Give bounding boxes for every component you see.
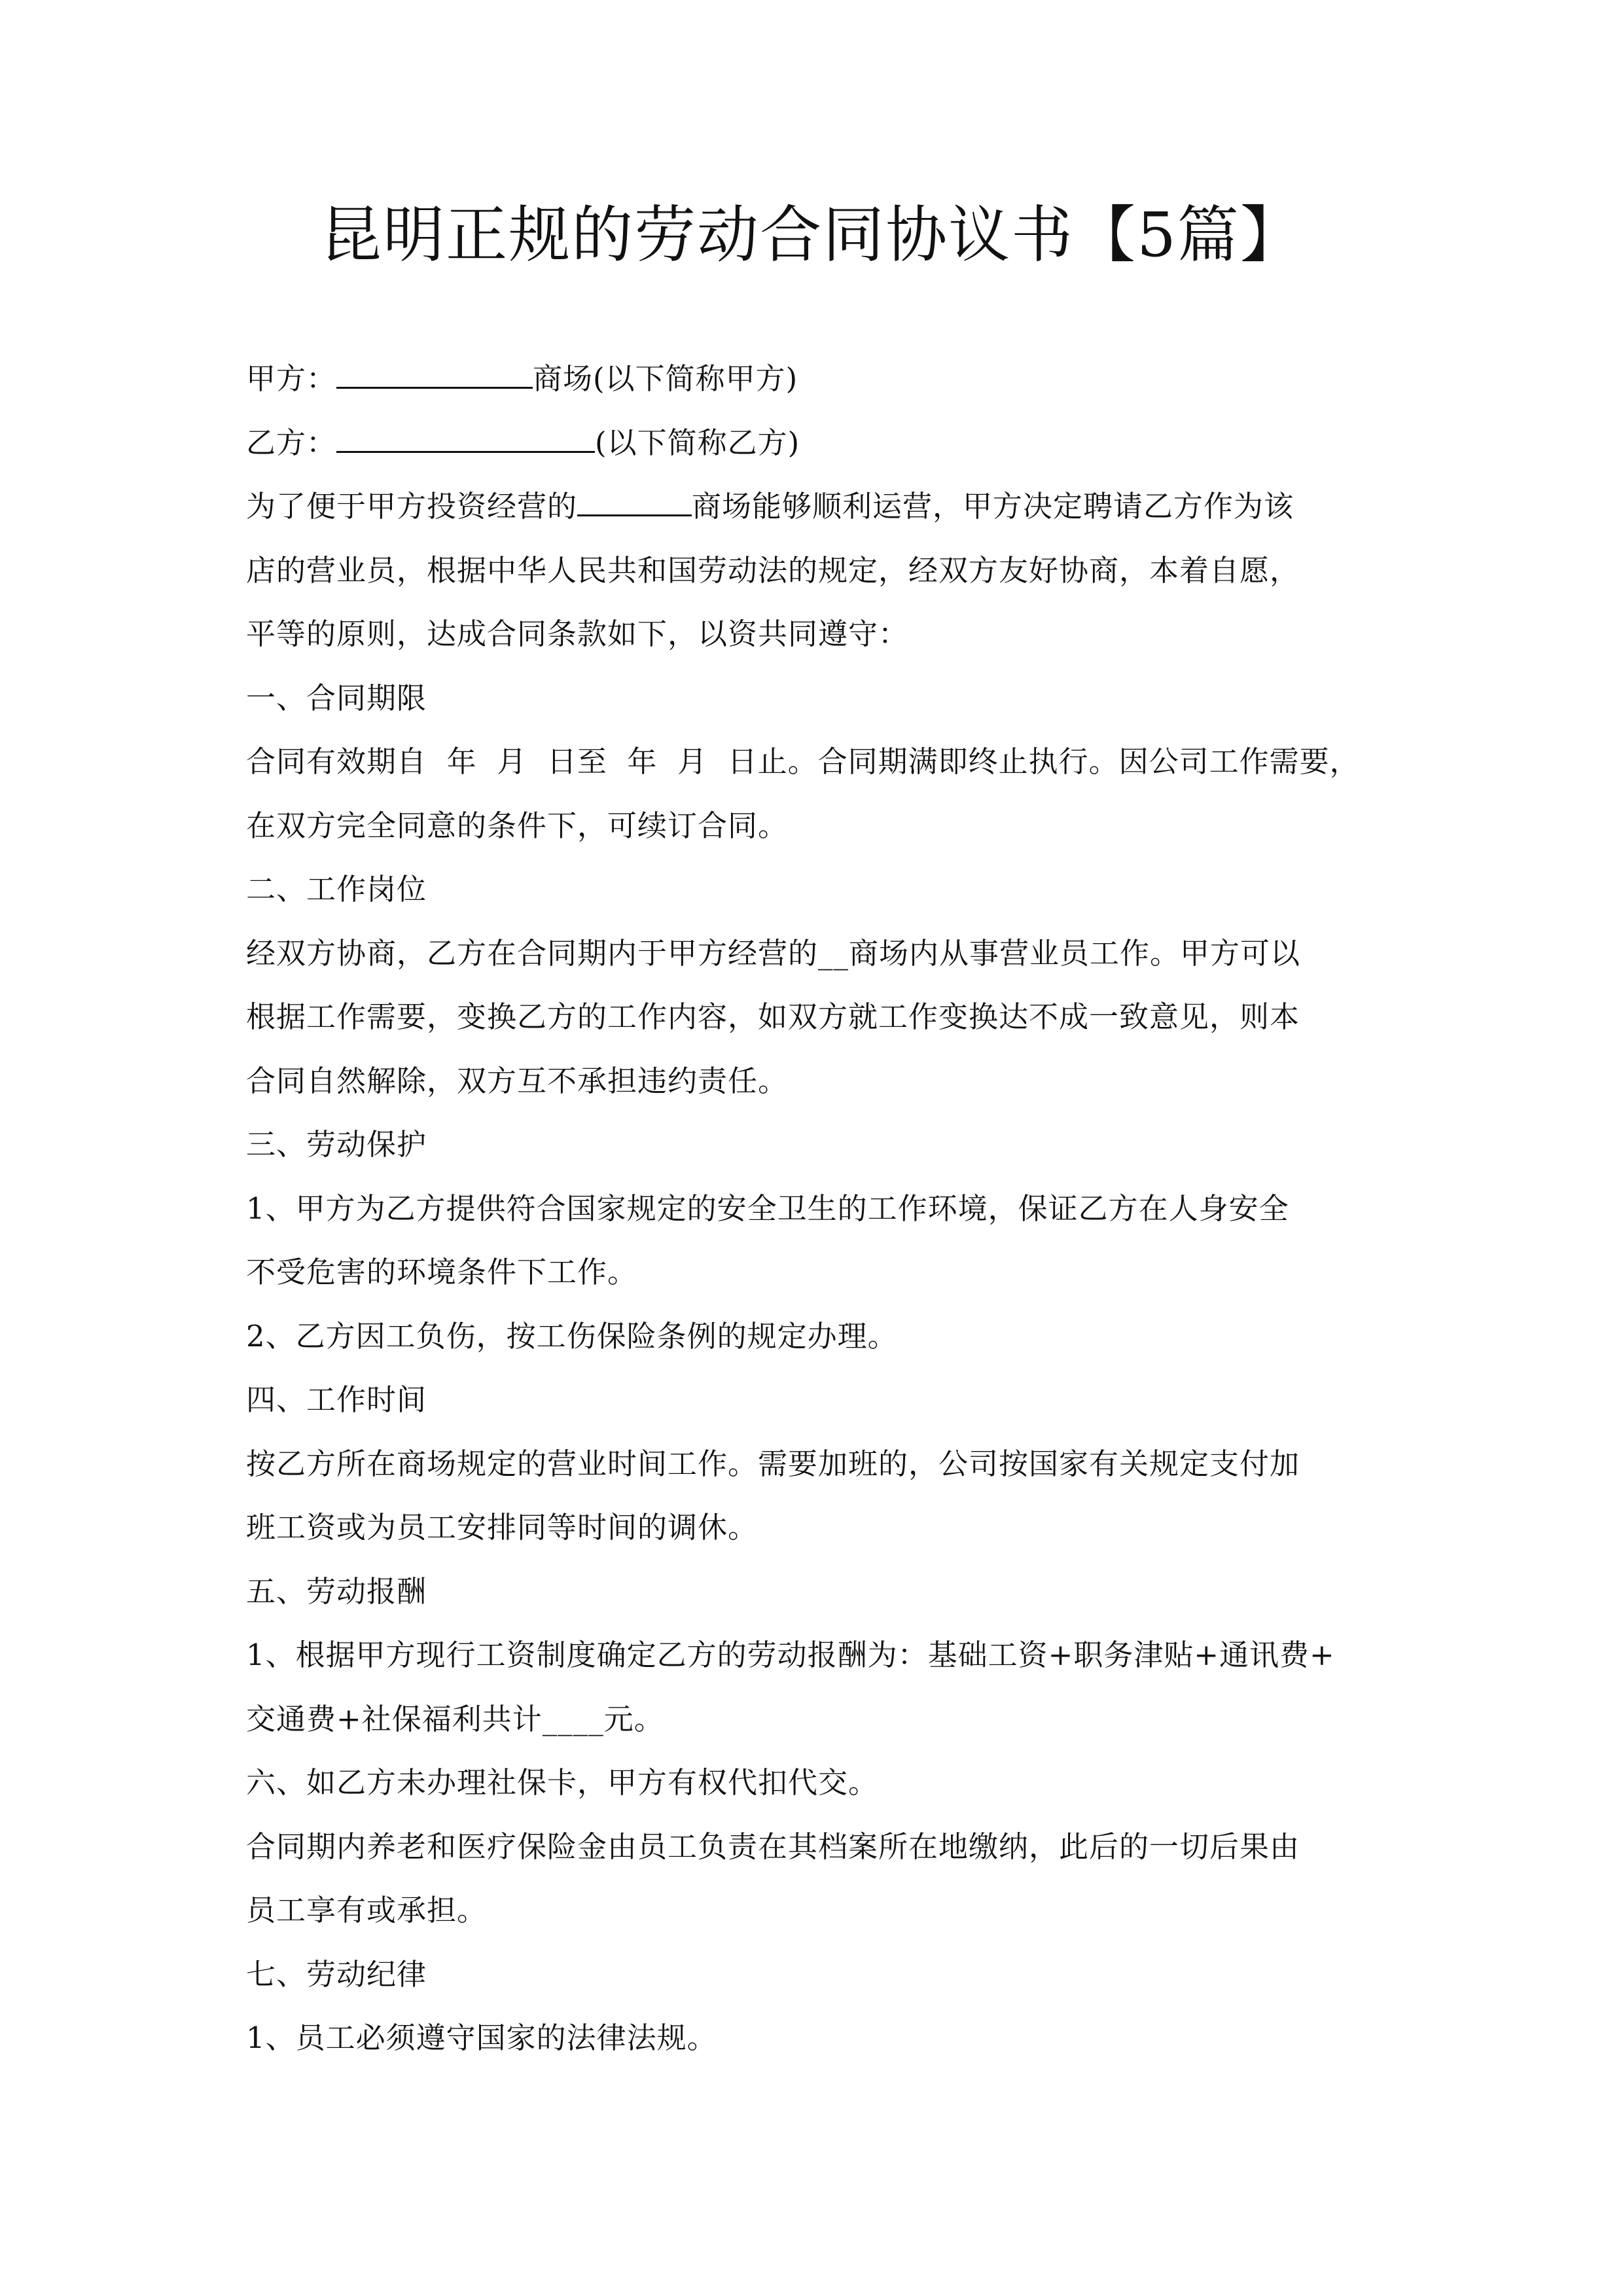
section-text-line: 合同自然解除，双方互不承担违约责任。: [246, 1063, 789, 1098]
party-b-line: [246, 411, 1398, 475]
section-text-line: 合同有效期自 年 月 日至 年 月 日止。合同期满即终止执行。因公司工作需要，: [246, 744, 1360, 779]
intro-line-2: 店的营业员，根据中华人民共和国劳动法的规定，经双方友好协商，本着自愿，: [246, 552, 1300, 588]
section-heading: 一、合同期限: [246, 680, 427, 715]
party-b-blank: [336, 425, 595, 453]
party-a-blank: [336, 361, 533, 389]
party-a-suffix: 商场(以下简称甲方): [533, 361, 798, 396]
intro-blank: [577, 488, 692, 516]
document-body: [246, 347, 1398, 2070]
section-heading: 五、劳动报酬: [246, 1573, 427, 1609]
section-heading: 三、劳动保护: [246, 1127, 427, 1162]
section-text-line: 根据工作需要，变换乙方的工作内容，如双方就工作变换达不成一致意见，则本: [246, 999, 1300, 1034]
section-text-line: 合同期内养老和医疗保险金由员工负责在其档案所在地缴纳，此后的一切后果由: [246, 1829, 1300, 1864]
intro-line-1-suffix: 商场能够顺利运营，甲方决定聘请乙方作为该: [692, 489, 1294, 524]
section-text-line: 班工资或为员工安排同等时间的调休。: [246, 1510, 758, 1545]
section-heading: 六、如乙方未办理社保卡，甲方有权代扣代交。: [246, 1765, 879, 1800]
section-text-line: 员工享有或承担。: [246, 1893, 488, 1928]
section-text-line: 经双方协商，乙方在合同期内于甲方经营的__商场内从事营业员工作。甲方可以: [246, 935, 1301, 971]
section-text-line: 1、员工必须遵守国家的法律法规。: [246, 2020, 717, 2055]
intro-line-3: 平等的原则，达成合同条款如下，以资共同遵守：: [246, 617, 909, 651]
section-text-line: 不受危害的环境条件下工作。: [246, 1255, 638, 1289]
party-b-label: 乙方：: [246, 425, 337, 460]
section-text-line: 交通费+社保福利共计____元。: [246, 1701, 664, 1736]
section-heading: 四、工作时间: [246, 1382, 427, 1417]
intro-line-1: [246, 475, 1398, 539]
party-a-label: 甲方：: [246, 361, 337, 396]
document-title: 昆明正规的劳动合同协议书【5篇】: [320, 200, 1303, 271]
section-text-line: 1、根据甲方现行工资制度确定乙方的劳动报酬为：基础工资+职务津贴+通讯费+: [246, 1638, 1335, 1672]
section-heading: 七、劳动纪律: [246, 1956, 427, 1992]
party-b-suffix: (以下简称乙方): [595, 425, 800, 460]
intro-line-1-prefix: 为了便于甲方投资经营的: [246, 489, 578, 524]
section-text-line: 按乙方所在商场规定的营业时间工作。需要加班的，公司按国家有关规定支付加: [246, 1446, 1300, 1481]
party-a-line: [246, 347, 1398, 411]
section-text-line: 在双方完全同意的条件下，可续订合同。: [246, 808, 789, 843]
section-text-line: 1、甲方为乙方提供符合国家规定的安全卫生的工作环境，保证乙方在人身安全: [246, 1191, 1289, 1226]
section-text-line: 2、乙方因工负伤，按工伤保险条例的规定办理。: [246, 1318, 898, 1354]
section-heading: 二、工作岗位: [246, 872, 427, 906]
